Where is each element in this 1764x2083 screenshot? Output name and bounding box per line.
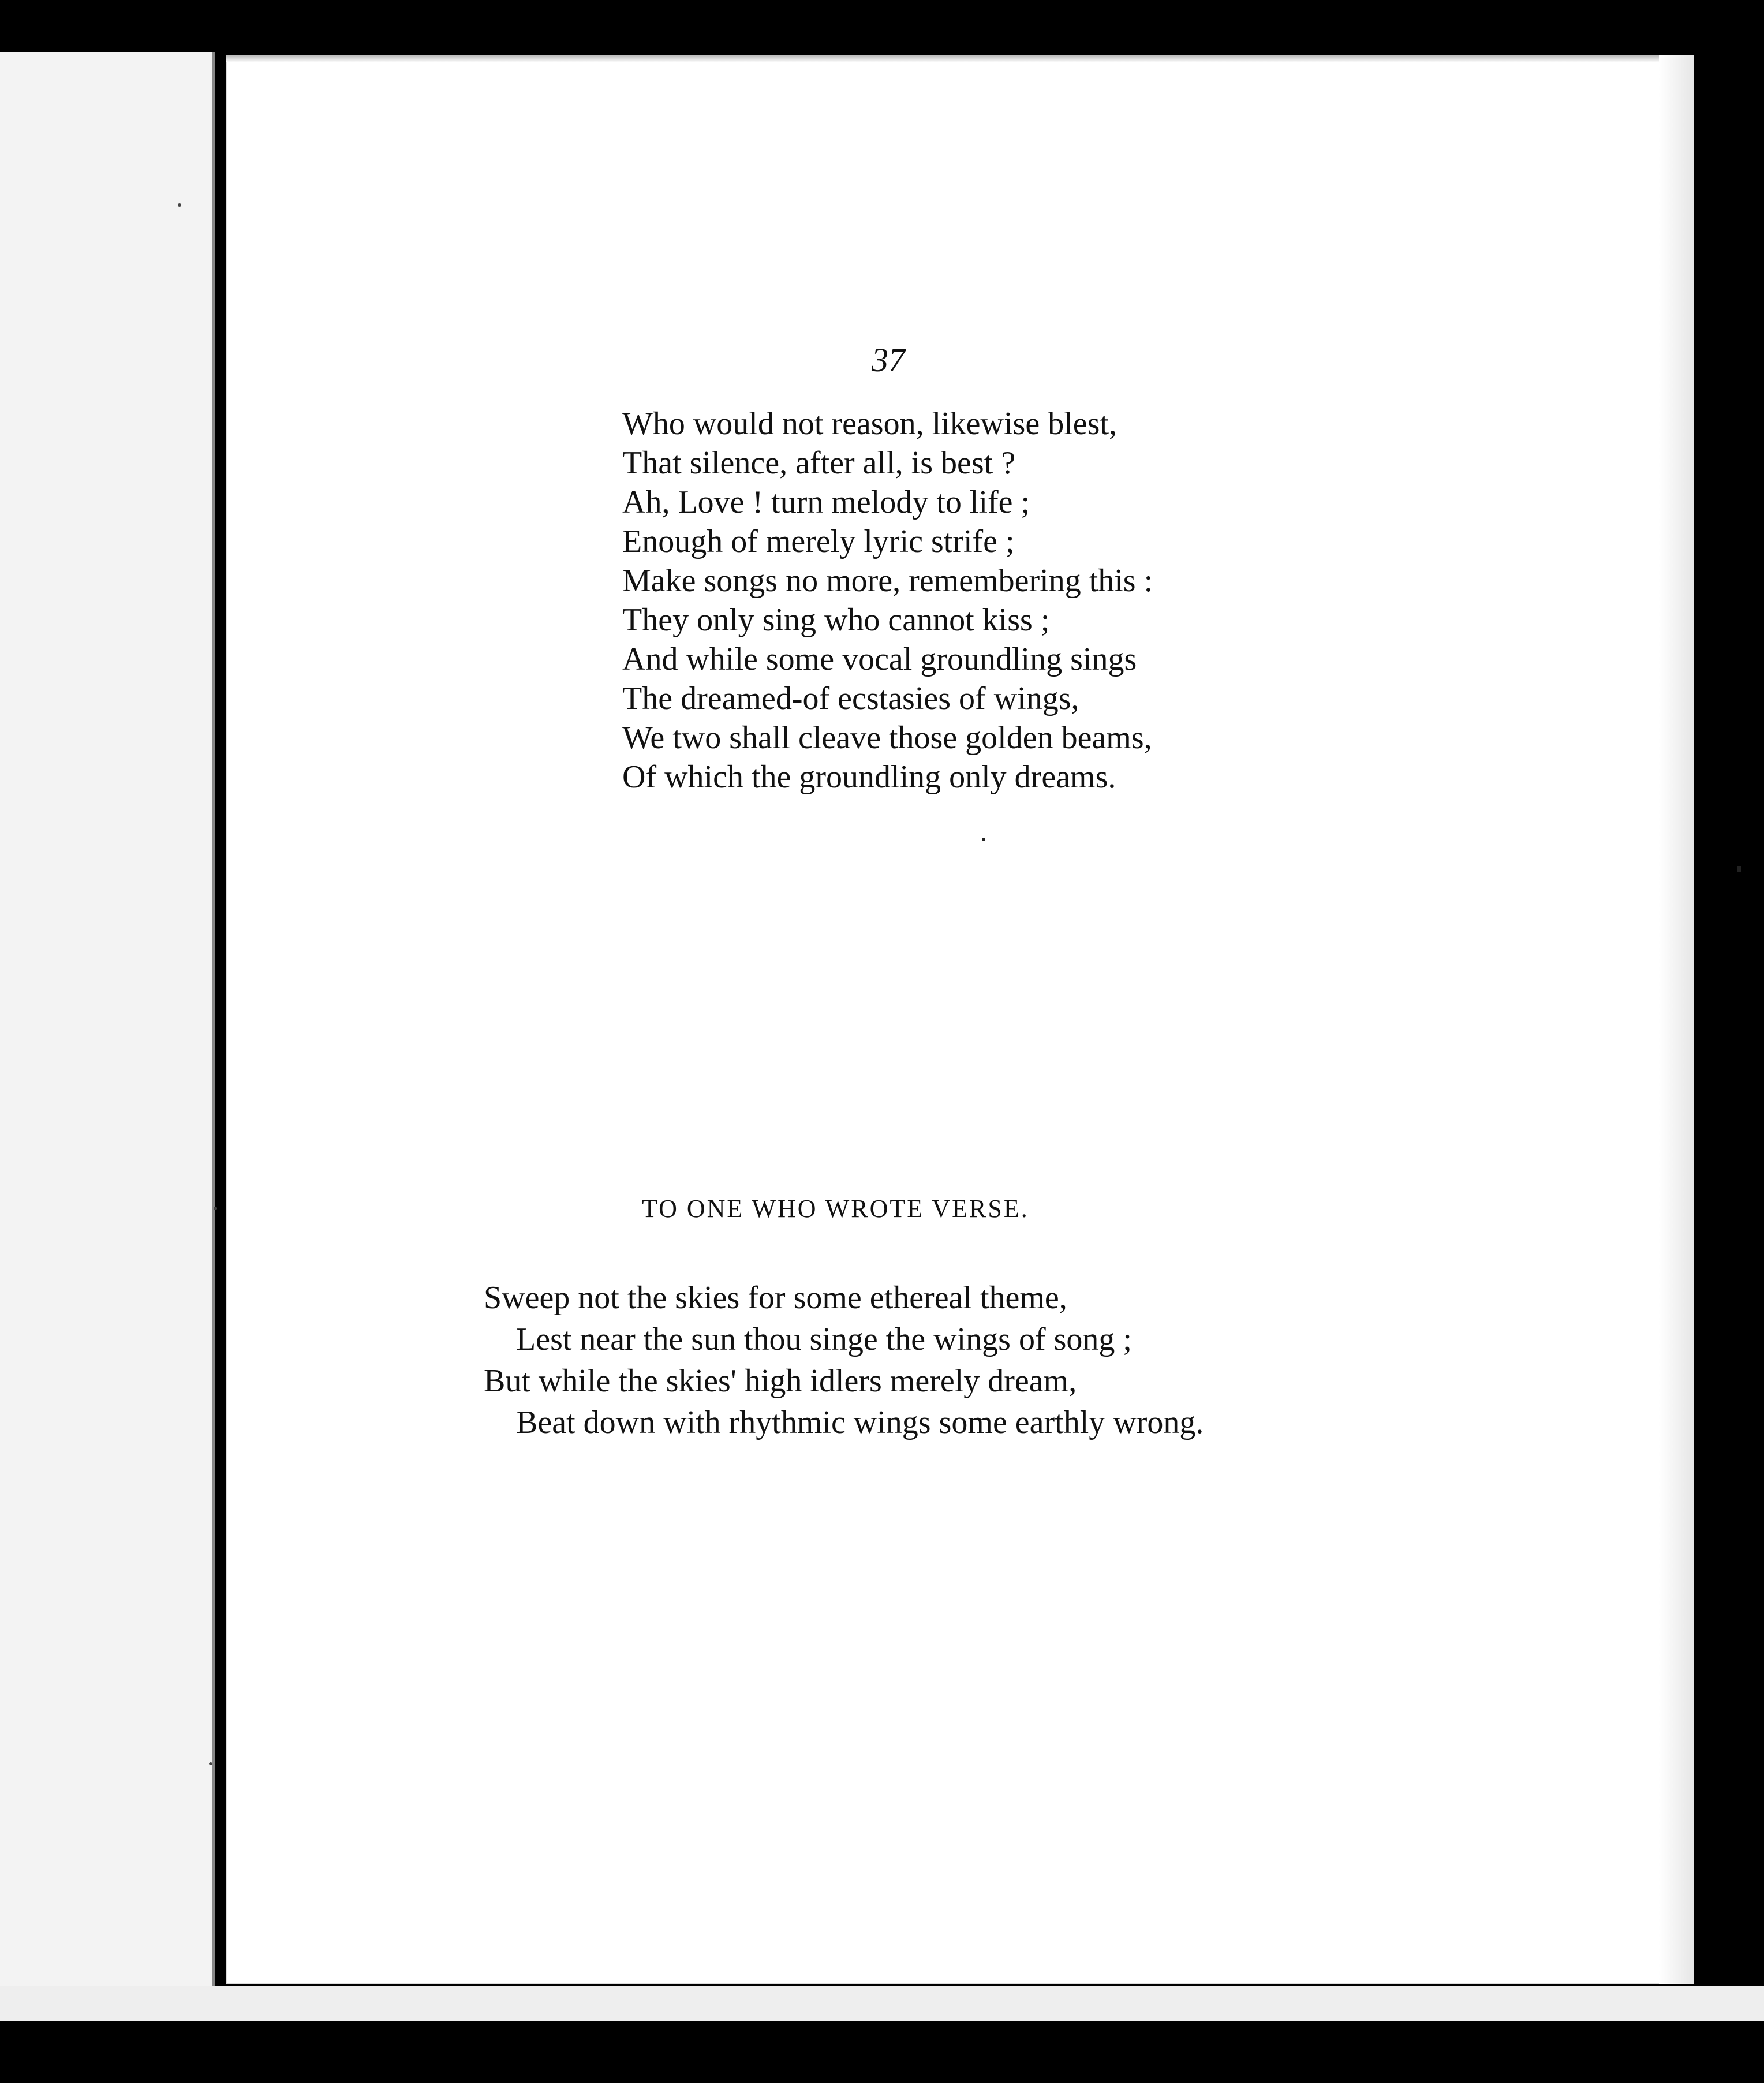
stanza-line: Enough of merely lyric strife ; — [622, 524, 1015, 559]
verse-line: But while the skies' high idlers merely dream, — [484, 1363, 1077, 1399]
scan-bottom-edge — [0, 1986, 1764, 2021]
stanza-line: Who would not reason, likewise blest, — [622, 406, 1117, 442]
page-right-edge — [1659, 55, 1694, 1984]
page-number: 37 — [872, 341, 905, 379]
ink-speck — [178, 203, 181, 207]
stanza-line: Of which the groundling only dreams. — [622, 759, 1116, 795]
page-top-edge — [226, 55, 1694, 62]
stanza-line: The dreamed-of ecstasies of wings, — [622, 681, 1079, 716]
stanza-line: We two shall cleave those golden beams, — [622, 720, 1152, 756]
stanza-line: Ah, Love ! turn melody to life ; — [622, 484, 1030, 520]
stanza-line: Make songs no more, remembering this : — [622, 563, 1153, 599]
ink-speck — [982, 838, 985, 841]
verse-line: Sweep not the skies for some ethereal theme, — [484, 1280, 1067, 1316]
poem-title: TO ONE WHO WROTE VERSE. — [642, 1194, 1029, 1223]
stanza-line: That silence, after all, is best ? — [622, 445, 1016, 481]
poem-stanza — [622, 404, 1153, 797]
ink-speck — [1737, 866, 1741, 872]
ink-speck — [214, 1207, 217, 1210]
verse-line: Lest near the sun thou singe the wings of song ; — [516, 1322, 1132, 1357]
scanned-page — [226, 55, 1694, 1984]
verse-line: Beat down with rhythmic wings some earthly wrong. — [516, 1405, 1204, 1440]
ink-speck — [209, 1762, 212, 1765]
stanza-line: And while some vocal groundling sings — [622, 641, 1137, 677]
stanza-line: They only sing who cannot kiss ; — [622, 602, 1050, 638]
previous-page-edge — [0, 52, 215, 2009]
poem-verse — [484, 1277, 1204, 1443]
